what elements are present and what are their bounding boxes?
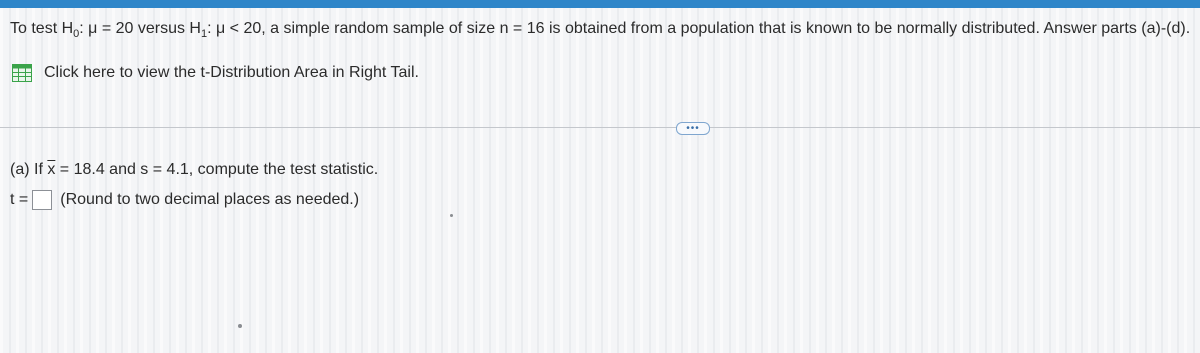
part-a-prefix: (a) If — [10, 161, 48, 178]
t-label: t = — [10, 191, 29, 208]
stray-dot — [238, 324, 242, 328]
question-h1-rest: : μ < 20, a simple random sample of size n = 16 is obtained from a population that is known to be normally distributed. Answer parts (a)-(d). — [207, 20, 1191, 37]
question-intro: To test H — [10, 20, 74, 37]
top-accent-bar — [0, 0, 1200, 8]
h0-subscript: 0 — [73, 28, 80, 40]
t-distribution-link-label[interactable]: Click here to view the t-Distribution Area in Right Tail. — [44, 64, 419, 81]
t-answer-input[interactable] — [32, 190, 52, 210]
part-a-question — [10, 161, 378, 179]
section-divider — [0, 127, 1200, 128]
stray-dot — [450, 214, 453, 217]
expand-more-button[interactable]: ••• — [676, 122, 710, 135]
question-statement — [10, 18, 1190, 45]
xbar-symbol: $\overline{x}$ — [47, 161, 56, 178]
part-a-rest: = 18.4 and s = 4.1, compute the test statistic. — [55, 161, 379, 178]
question-h0-rest: : μ = 20 versus H — [79, 20, 201, 37]
table-grid-icon — [12, 64, 32, 82]
h1-subscript: 1 — [200, 28, 208, 40]
answer-row — [10, 190, 359, 210]
t-distribution-link[interactable] — [12, 64, 419, 82]
rounding-hint: (Round to two decimal places as needed.) — [60, 191, 360, 208]
